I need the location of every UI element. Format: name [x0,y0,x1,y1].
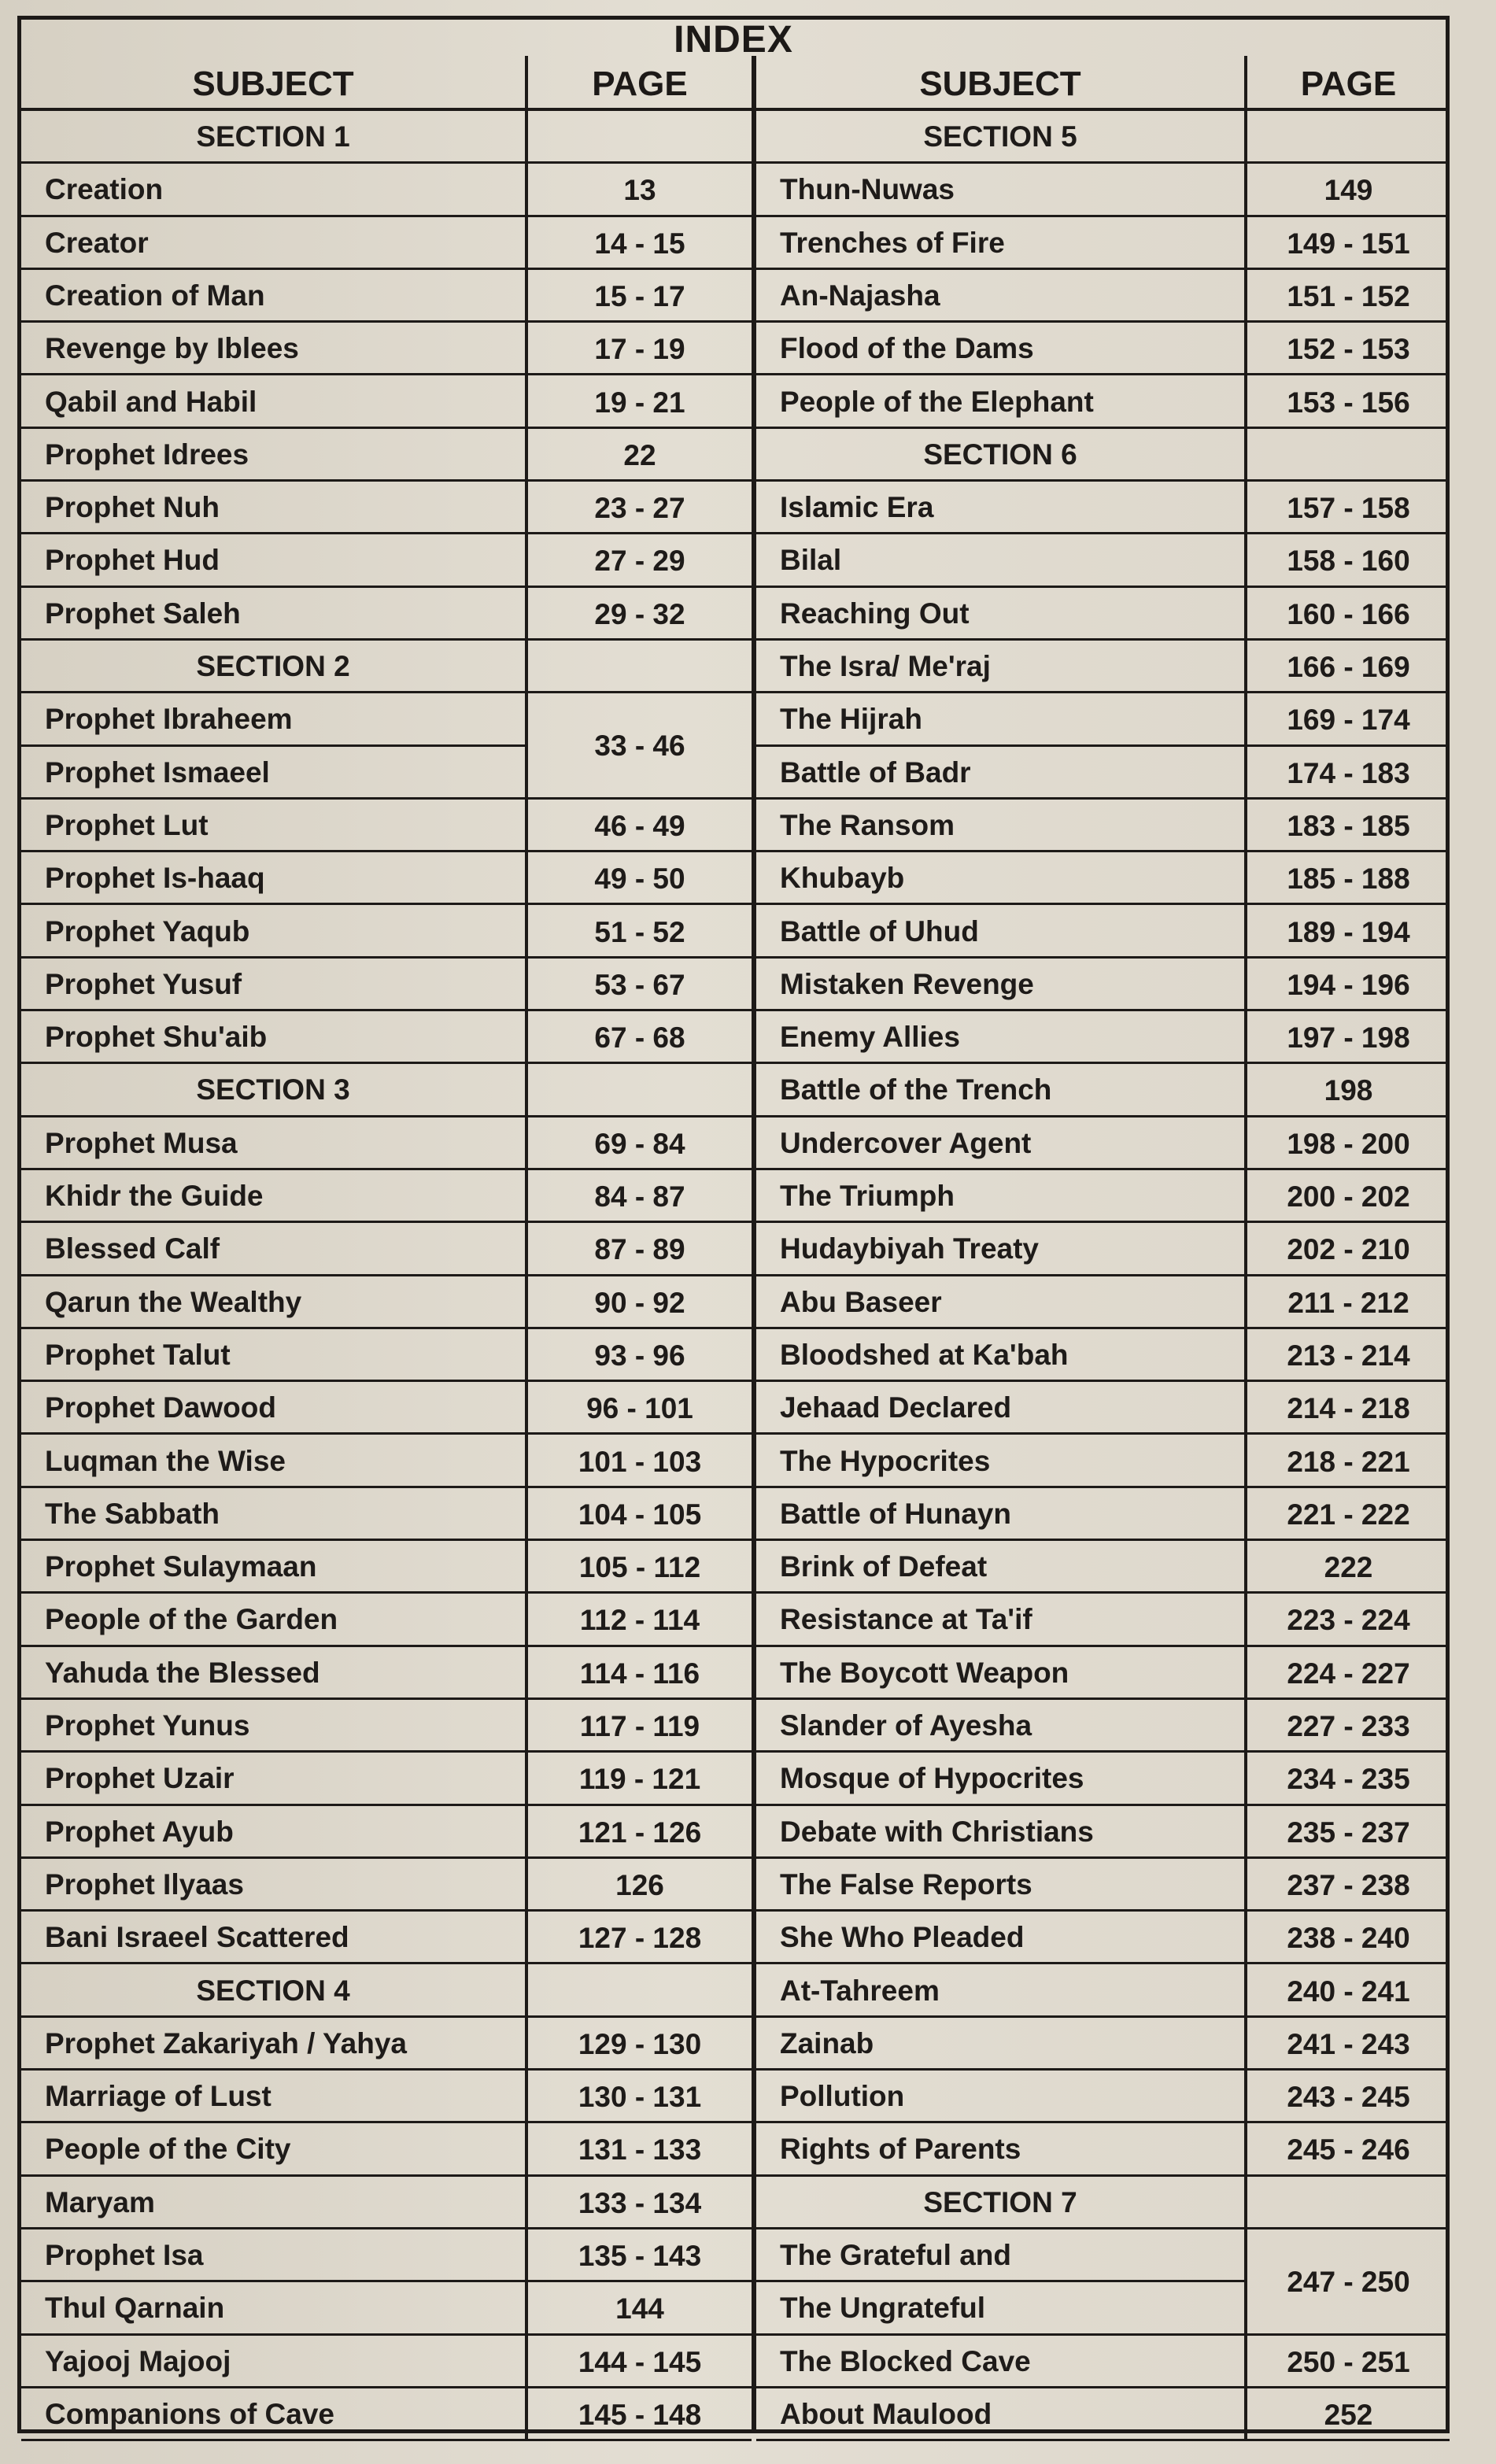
index-title: INDEX [674,19,793,61]
index-row [21,270,752,323]
index-row [21,1594,752,1646]
index-row [21,2018,752,2071]
subject-cell: Creation [45,173,164,206]
index-row [21,1276,752,1329]
page-cell: 214 - 218 [1287,1392,1410,1425]
page-cell: 145 - 148 [578,2398,702,2431]
index-row [756,1117,1450,1170]
index-row [756,1647,1450,1700]
index-row [756,800,1450,852]
index-row [756,1912,1450,1964]
subject-cell: Prophet Idrees [45,438,249,471]
index-row [756,2123,1450,2176]
page-cell: 149 - 151 [1287,227,1410,260]
subject-cell: Blessed Calf [45,1232,220,1265]
subject-cell: Bilal [780,544,842,577]
subject-cell: Marriage of Lust [45,2080,271,2113]
subject-cell: The Boycott Weapon [780,1656,1069,1689]
page-cell: 222 [1324,1551,1373,1584]
section-label: SECTION 1 [196,120,350,153]
index-row [756,1806,1450,1859]
column-divider [525,111,528,2441]
index-row [756,747,1450,800]
index-row [756,1435,1450,1488]
index-row [756,323,1450,375]
page-header: PAGE [592,65,688,103]
page-cell: 158 - 160 [1287,545,1410,578]
subject-cell: Prophet Musa [45,1126,238,1159]
subject-cell: Yahuda the Blessed [45,1656,320,1689]
index-row [21,1541,752,1594]
section-label: SECTION 6 [923,438,1077,471]
subject-cell: Prophet Shu'aib [45,1021,268,1054]
index-row [21,693,752,763]
subject-cell: Prophet Zakariyah / Yahya [45,2026,407,2059]
page-cell: 160 - 166 [1287,597,1410,630]
subject-cell: Prophet Hud [45,544,220,577]
subject-cell: Prophet Talut [45,1338,231,1371]
subject-cell: Prophet Isa [45,2239,204,2271]
subject-cell: Prophet Is-haaq [45,862,265,895]
subject-cell: Qarun the Wealthy [45,1285,302,1318]
page-cell: 131 - 133 [578,2133,702,2167]
section-heading-row [21,641,752,693]
index-row [21,429,752,482]
page-cell: 200 - 202 [1287,1180,1410,1213]
subject-cell: Yajooj Majooj [45,2344,231,2377]
index-row [756,164,1450,216]
subject-cell: Jehaad Declared [780,1391,1012,1424]
subject-cell: People of the Elephant [780,385,1094,418]
page-cell: 23 - 27 [594,492,685,525]
page-cell: 227 - 233 [1287,1710,1410,1742]
left-column [21,56,756,2433]
subject-cell: Prophet Ayub [45,1815,234,1848]
page-cell: 49 - 50 [594,863,685,896]
index-row [756,1382,1450,1435]
index-row [756,2229,1450,2298]
index-row [21,2388,752,2441]
index-row [756,270,1450,323]
index-row [756,1859,1450,1912]
page-cell: 169 - 174 [1287,704,1410,737]
index-row [21,2282,752,2335]
index-row [756,693,1450,746]
page-cell: 166 - 169 [1287,651,1410,683]
index-row [21,2336,752,2388]
page-cell: 126 [615,1868,664,1901]
subject-cell: Luqman the Wise [45,1444,286,1477]
page-cell: 213 - 214 [1287,1339,1410,1372]
subject-cell: Debate with Christians [780,1815,1094,1848]
index-row [756,959,1450,1011]
section-heading-row [21,1965,752,2018]
index-row [756,2336,1450,2388]
page-cell: 13 [623,174,656,207]
page-cell: 127 - 128 [578,1922,702,1955]
right-column [756,56,1450,2433]
index-row [21,376,752,429]
page-cell: 84 - 87 [594,1180,685,1213]
subject-cell: Prophet Sulaymaan [45,1550,317,1583]
header-divider [525,56,528,108]
subject-cell: The Ungrateful [780,2292,986,2325]
subject-cell: Undercover Agent [780,1126,1032,1159]
subject-cell: Resistance at Ta'if [780,1603,1032,1636]
section-heading-row [21,111,752,164]
subject-cell: Enemy Allies [780,1021,960,1054]
index-row [21,959,752,1011]
page-cell: 22 [623,438,656,471]
index-row [21,1011,752,1064]
page-cell: 121 - 126 [578,1816,702,1849]
subject-cell: Trenches of Fire [780,226,1005,259]
subject-cell: The Blocked Cave [780,2344,1031,2377]
subject-cell: The Grateful and [780,2239,1011,2271]
index-row [21,2071,752,2123]
page-cell: 151 - 152 [1287,279,1410,312]
subject-cell: Battle of Badr [780,755,971,789]
page-cell: 29 - 32 [594,597,685,630]
index-row [21,852,752,905]
subject-header: SUBJECT [192,65,354,103]
index-row [756,2018,1450,2071]
subject-cell: Revenge by Iblees [45,332,299,365]
page-cell: 243 - 245 [1287,2081,1410,2114]
index-row [21,1912,752,1964]
index-row [756,2388,1450,2441]
subject-cell: Battle of Uhud [780,914,979,948]
index-row [21,2229,752,2282]
index-row [756,588,1450,641]
subject-cell: Battle of the Trench [780,1073,1052,1106]
column-divider [1244,111,1247,2441]
index-row [756,1064,1450,1117]
page-cell: 87 - 89 [594,1233,685,1266]
page-cell: 238 - 240 [1287,1922,1410,1955]
subject-cell: Pollution [780,2080,905,2113]
index-row [21,1223,752,1276]
subject-cell: Islamic Era [780,491,934,524]
index-row [756,906,1450,959]
index-row [21,1117,752,1170]
subject-cell: Khubayb [780,862,905,895]
index-row [21,1488,752,1541]
header-divider [1244,56,1247,108]
page-cell: 135 - 143 [578,2240,702,2272]
page-cell: 197 - 198 [1287,1021,1410,1055]
subject-cell: The False Reports [780,1867,1032,1901]
subject-cell: Prophet Uzair [45,1762,235,1795]
page-cell: 144 [615,2292,664,2325]
section-heading-row [756,429,1450,482]
page-cell: 53 - 67 [594,968,685,1001]
subject-cell: Creator [45,226,149,259]
index-row [756,1594,1450,1646]
subject-cell: People of the Garden [45,1603,338,1636]
index-row [756,534,1450,587]
page-cell: 105 - 112 [578,1551,701,1584]
subject-cell: Khidr the Guide [45,1180,264,1212]
page-cell: 14 - 15 [594,227,685,260]
index-row [756,1488,1450,1541]
subject-cell: Prophet Yaqub [45,914,250,948]
page-cell: 144 - 145 [578,2345,702,2378]
index-row [21,1170,752,1223]
page-cell: 221 - 222 [1287,1498,1410,1531]
section-label: SECTION 5 [923,120,1077,153]
subject-cell: People of the City [45,2133,291,2166]
index-row [756,1223,1450,1276]
index-row [21,1753,752,1805]
subject-cell: Thun-Nuwas [780,173,955,206]
subject-cell: The Hypocrites [780,1444,991,1477]
subject-cell: Prophet Dawood [45,1391,276,1424]
subject-cell: Abu Baseer [780,1285,942,1318]
page-cell: 198 - 200 [1287,1127,1410,1160]
index-row [21,217,752,270]
page-cell: 153 - 156 [1287,386,1410,419]
index-row [756,641,1450,693]
page-cell: 224 - 227 [1287,1657,1410,1690]
index-row [21,323,752,375]
subject-cell: The Isra/ Me'raj [780,650,991,682]
subject-cell: Bloodshed at Ka'bah [780,1338,1069,1371]
subject-cell: Thul Qarnain [45,2292,225,2325]
page-cell: 247 - 250 [1287,2266,1410,2298]
index-row [21,1647,752,1700]
page-cell: 67 - 68 [594,1021,685,1055]
subject-cell: Prophet Lut [45,808,209,841]
page-cell: 51 - 52 [594,915,685,948]
subject-cell: Prophet Yusuf [45,967,242,1000]
index-row [21,482,752,534]
section-label: SECTION 2 [196,650,350,682]
page-cell: 114 - 116 [579,1657,700,1690]
index-row [21,1700,752,1753]
page-cell: 152 - 153 [1287,333,1410,366]
index-row [756,2071,1450,2123]
index-row [21,164,752,216]
page-cell: 19 - 21 [594,386,685,419]
section-label: SECTION 7 [923,2185,1077,2218]
subject-cell: Mistaken Revenge [780,967,1034,1000]
index-row [21,588,752,641]
page-cell: 133 - 134 [578,2186,702,2219]
page-cell: 241 - 243 [1287,2027,1410,2060]
page-cell: 33 - 46 [594,730,685,763]
page-cell: 245 - 246 [1287,2133,1410,2167]
section-label: SECTION 4 [196,1974,350,2007]
index-row [21,1382,752,1435]
index-row [21,2177,752,2229]
subject-cell: Hudaybiyah Treaty [780,1232,1040,1265]
subject-cell: The Sabbath [45,1497,220,1530]
subject-cell: At-Tahreem [780,1974,940,2007]
subject-cell: Mosque of Hypocrites [780,1762,1084,1795]
page-cell: 117 - 119 [579,1710,700,1742]
subject-cell: Zainab [780,2026,874,2059]
subject-cell: Prophet Ilyaas [45,1867,244,1901]
page-cell: 69 - 84 [594,1127,685,1160]
index-row [756,1170,1450,1223]
right-rows [756,111,1450,2441]
index-row [21,534,752,587]
index-row [21,1859,752,1912]
page-cell: 101 - 103 [578,1445,702,1478]
page-cell: 183 - 185 [1287,809,1410,842]
page-cell: 234 - 235 [1287,1763,1410,1796]
section-heading-row [756,111,1450,164]
page-cell: 112 - 114 [579,1604,700,1637]
subject-cell: Prophet Nuh [45,491,220,524]
page-cell: 174 - 183 [1287,756,1410,789]
page-cell: 211 - 212 [1287,1286,1409,1319]
page-cell: 90 - 92 [594,1286,685,1319]
index-row [756,1700,1450,1753]
page-cell: 129 - 130 [578,2027,702,2060]
subject-cell: About Maulood [780,2397,992,2430]
index-row [756,1276,1450,1329]
page-cell: 17 - 19 [594,333,685,366]
page-cell: 237 - 238 [1287,1868,1410,1901]
subject-header: SUBJECT [919,65,1081,103]
index-row [21,1806,752,1859]
page-cell: 252 [1324,2398,1373,2431]
index-row [21,906,752,959]
subject-cell: Brink of Defeat [780,1550,988,1583]
page-cell: 119 - 121 [578,1763,701,1796]
page-cell: 46 - 49 [594,809,685,842]
page-cell: 198 [1324,1074,1373,1107]
index-row [756,1541,1450,1594]
page-header: PAGE [1300,65,1397,103]
subject-cell: She Who Pleaded [780,1921,1025,1954]
page-cell: 15 - 17 [594,279,685,312]
index-row [756,217,1450,270]
page-cell: 93 - 96 [594,1339,685,1372]
page-cell: 185 - 188 [1287,863,1410,896]
page-cell: 104 - 105 [578,1498,702,1531]
index-row [756,1329,1450,1382]
subject-cell: The Hijrah [780,703,922,736]
page-cell: 202 - 210 [1287,1233,1410,1266]
page-cell: 235 - 237 [1287,1816,1410,1849]
subject-cell: Maryam [45,2185,155,2218]
subject-cell: Prophet Ibraheem [45,703,293,736]
subject-cell: Reaching Out [780,597,970,630]
page-cell: 130 - 131 [578,2081,702,2114]
left-rows [21,111,752,2441]
index-row [756,852,1450,905]
index-row [756,1965,1450,2018]
subject-cell: Rights of Parents [780,2133,1021,2166]
page-cell: 157 - 158 [1287,492,1410,525]
page-cell: 194 - 196 [1287,968,1410,1001]
page-cell: 189 - 194 [1287,915,1410,948]
page-cell: 96 - 101 [586,1392,693,1425]
subject-cell: Battle of Hunayn [780,1497,1011,1530]
subject-cell: Creation of Man [45,279,265,312]
index-row [21,1329,752,1382]
page-cell: 27 - 29 [594,545,685,578]
index-row [21,1435,752,1488]
page-cell: 250 - 251 [1287,2345,1410,2378]
section-heading-row [21,1064,752,1117]
section-heading-row [756,2177,1450,2229]
right-header-row [756,56,1450,111]
subject-cell: Flood of the Dams [780,332,1034,365]
subject-cell: An-Najasha [780,279,940,312]
subject-cell: Prophet Yunus [45,1709,250,1742]
subject-cell: Qabil and Habil [45,385,257,418]
page-cell: 223 - 224 [1287,1604,1410,1637]
subject-cell: Companions of Cave [45,2397,334,2430]
index-row [21,800,752,852]
index-row [756,482,1450,534]
subject-cell: Prophet Saleh [45,597,241,630]
section-label: SECTION 3 [196,1073,350,1106]
left-header-row [21,56,752,111]
index-row [756,1011,1450,1064]
subject-cell: Bani Israeel Scattered [45,1921,349,1954]
subject-cell: The Triumph [780,1180,955,1212]
page-cell: 240 - 241 [1287,1975,1410,2008]
index-table [17,16,1450,2433]
page-cell: 149 [1324,174,1373,207]
index-row [21,2123,752,2176]
subject-cell: The Ransom [780,808,955,841]
index-row [756,376,1450,429]
index-row [756,1753,1450,1805]
subject-cell: Slander of Ayesha [780,1709,1032,1742]
subject-cell: Prophet Ismaeel [45,755,270,789]
page-cell: 218 - 221 [1287,1445,1410,1478]
